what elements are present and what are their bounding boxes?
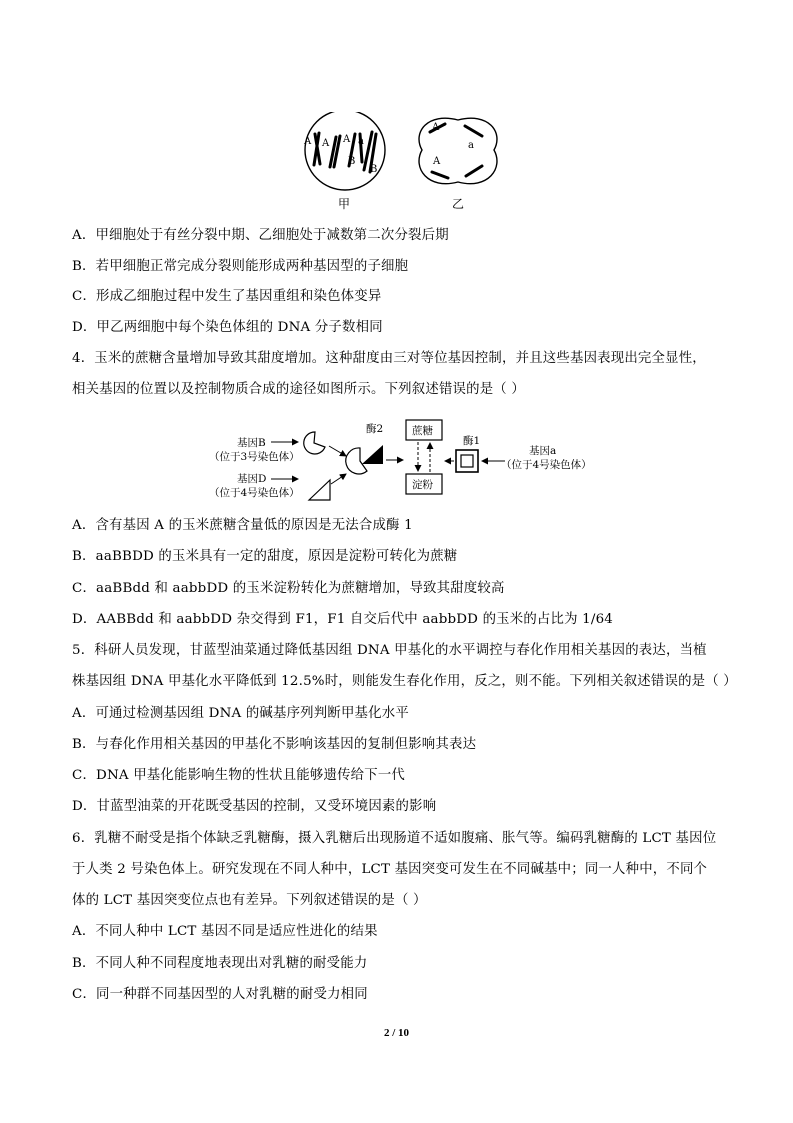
label-a-1: a	[358, 136, 364, 147]
enzyme2-label: 酶2	[366, 423, 384, 435]
q5-option-b: B．与春化作用相关基因的甲基化不影响该基因的复制但影响其表达	[72, 737, 477, 752]
q6-option-a: A．不同人种中 LCT 基因不同是适应性进化的结果	[72, 924, 378, 939]
enzyme1-label: 酶1	[463, 435, 481, 447]
q4-option-c: C．aaBBdd 和 aabbDD 的玉米淀粉转化为蔗糖增加，导致其甜度较高	[72, 581, 505, 596]
enzyme1-shape-outer	[456, 450, 478, 472]
q5-stem-line-2: 株基因组 DNA 甲基化水平降低到 12.5%时，则能发生春化作用，反之，则不能。下列相关叙述错误的是（ ）	[72, 674, 737, 689]
sugar-pathway-diagram	[205, 418, 595, 504]
q3-option-c: C．形成乙细胞过程中发生了基因重组和染色体变异	[72, 289, 382, 304]
q6-stem-line-2: 于人类 2 号染色体上。研究发现在不同人种中，LCT 基因突变可发生在不同碱基中；同一人种中，不同个	[72, 862, 708, 877]
gene-d-label: 基因D	[237, 473, 267, 485]
caption-yi: 乙	[452, 197, 465, 211]
yi-label-A-2: A	[433, 156, 441, 167]
q6-stem-line-3: 体的 LCT 基因突变位点也有差异。下列叙述错误的是（ ）	[72, 893, 427, 908]
label-A-2: A	[322, 138, 330, 149]
enzyme2-shape	[346, 448, 367, 474]
gene-a-location: （位于4号染色体）	[501, 459, 592, 471]
enzyme-b-shape	[304, 432, 325, 454]
label-B-2: B	[370, 164, 378, 175]
label-B-1: B	[348, 156, 356, 167]
gene-b-label: 基因B	[237, 437, 266, 449]
gene-b-location: （位于3号染色体）	[209, 451, 300, 463]
gene-d-location: （位于4号染色体）	[209, 487, 300, 499]
q4-option-d: D．AABBdd 和 aabbDD 杂交得到 F1，F1 自交后代中 aabbDD 的玉米的占比为 1/64	[72, 612, 614, 627]
q5-stem-line-1: 5．科研人员发现，甘蓝型油菜通过降低基因组 DNA 甲基化的水平调控与春化作用相关基因的表达，当植	[72, 643, 707, 658]
q4-option-b: B．aaBBDD 的玉米具有一定的甜度，原因是淀粉可转化为蔗糖	[72, 549, 458, 564]
q4-stem-line-1: 4．玉米的蔗糖含量增加导致其甜度增加。这种甜度由三对等位基因控制，并且这些基因表现出完全显性，	[72, 351, 706, 366]
q5-option-a: A．可通过检测基因组 DNA 的碱基序列判断甲基化水平	[72, 706, 409, 721]
yi-label-A-1: A	[432, 122, 440, 133]
label-A-1: A	[304, 136, 312, 147]
cell-yi-membrane	[419, 118, 497, 184]
enzyme1-shape-inner	[461, 455, 473, 467]
q3-option-d: D．甲乙两细胞中每个染色体组的 DNA 分子数相同	[72, 320, 383, 335]
cell-division-figure	[300, 112, 500, 212]
caption-jia: 甲	[338, 197, 351, 211]
q3-option-b: B．若甲细胞正常完成分裂则能形成两种基因型的子细胞	[72, 259, 409, 274]
q4-option-a: A．含有基因 A 的玉米蔗糖含量低的原因是无法合成酶 1	[72, 518, 413, 533]
starch-label: 淀粉	[412, 479, 433, 491]
q4-stem-line-2: 相关基因的位置以及控制物质合成的途径如图所示。下列叙述错误的是（ ）	[72, 382, 525, 397]
q6-option-b: B．不同人种不同程度地表现出对乳糖的耐受能力	[72, 956, 368, 971]
q6-option-c: C．同一种群不同基因型的人对乳糖的耐受力相同	[72, 987, 368, 1002]
yi-label-a: a	[468, 140, 474, 151]
q6-stem-line-1: 6．乳糖不耐受是指个体缺乏乳糖酶，摄入乳糖后出现肠道不适如腹痛、胀气等。编码乳糖酶的 LCT 基因位	[72, 831, 717, 846]
page-number: 2 / 10	[383, 1027, 410, 1039]
enzyme-d-shape	[309, 480, 330, 500]
q3-option-a: A．甲细胞处于有丝分裂中期、乙细胞处于减数第二次分裂后期	[72, 228, 449, 243]
gene-a-label: 基因a	[529, 445, 557, 457]
label-A-3: A	[343, 134, 351, 145]
q5-option-c: C．DNA 甲基化能影响生物的性状且能够遗传给下一代	[72, 768, 406, 783]
q5-option-d: D．甘蓝型油菜的开花既受基因的控制，又受环境因素的影响	[72, 799, 437, 814]
sucrose-label: 蔗糖	[412, 425, 433, 437]
